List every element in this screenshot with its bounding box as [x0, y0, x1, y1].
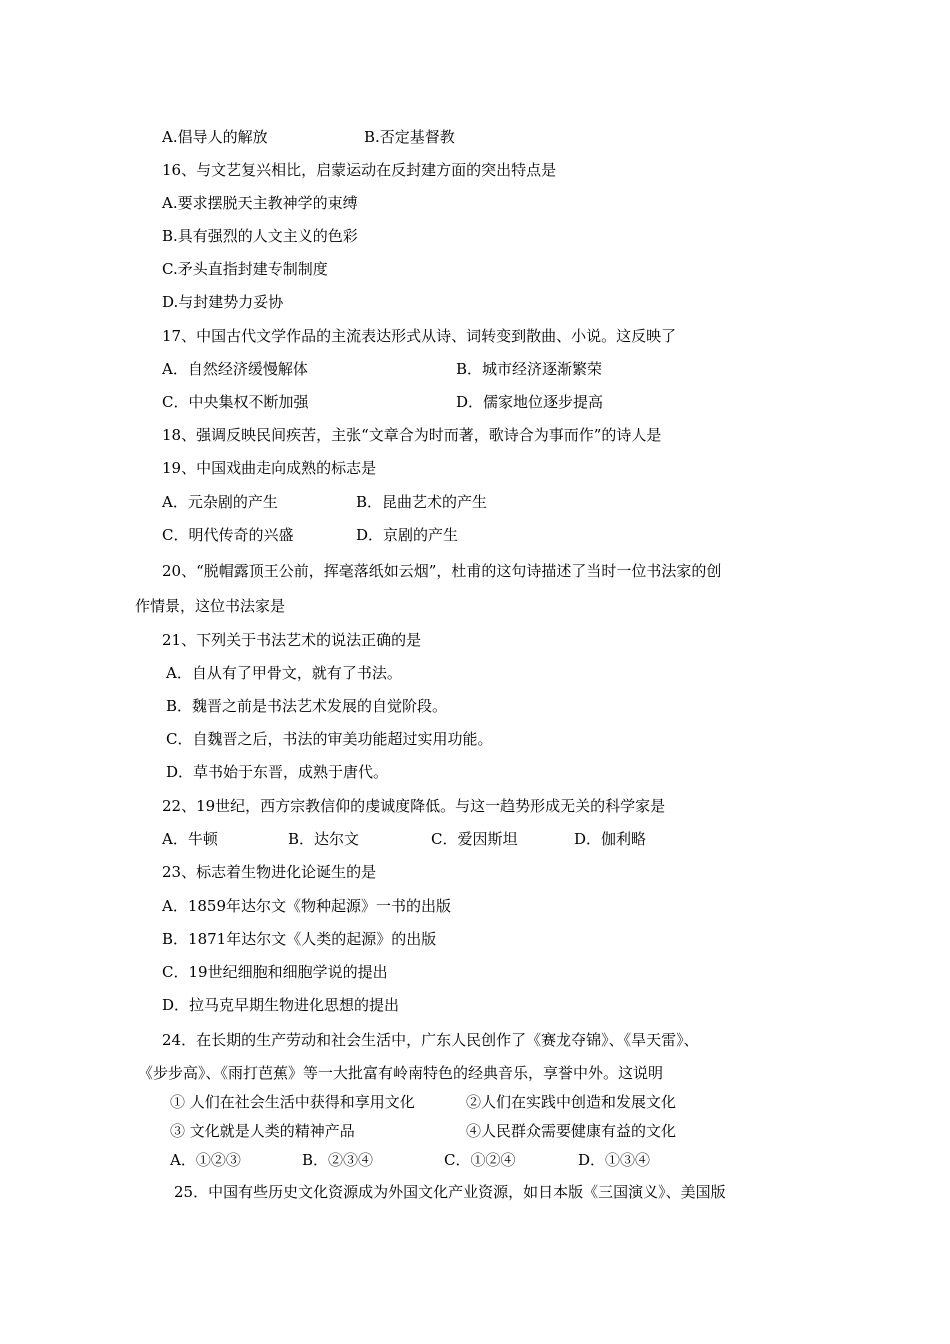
q15-option-b: B.否定基督教: [364, 128, 455, 146]
q24-item-3: ③ 文化就是人类的精神产品: [170, 1122, 355, 1140]
q19-option-b: B．昆曲艺术的产生: [356, 493, 488, 511]
q17-option-a: A．自然经济缓慢解体: [162, 360, 308, 378]
q24-stem-line-2: 《步步高》、《雨打芭蕉》等一大批富有岭南特色的经典音乐，享誉中外。这说明: [138, 1064, 664, 1082]
q16-option-a: A.要求摆脱天主教神学的束缚: [162, 194, 358, 212]
q20-stem-line-1: 20、“脱帽露顶王公前，挥毫落纸如云烟”，杜甫的这句诗描述了当时一位书法家的创: [162, 562, 722, 580]
q15-option-a: A.倡导人的解放: [162, 128, 268, 146]
q24-item-4: ④人民群众需要健康有益的文化: [466, 1122, 677, 1140]
q24-stem-line-1: 24．在长期的生产劳动和社会生活中，广东人民创作了《赛龙夺锦》、《旱天雷》、: [162, 1031, 699, 1049]
q22-stem: 22、19世纪，西方宗教信仰的虔诚度降低。与这一趋势形成无关的科学家是: [162, 797, 666, 815]
q21-option-b: B．魏晋之前是书法艺术发展的自觉阶段。: [166, 697, 448, 715]
q21-stem: 21、下列关于书法艺术的说法正确的是: [162, 631, 422, 649]
q17-option-b: B．城市经济逐渐繁荣: [456, 360, 603, 378]
q23-option-c: C．19世纪细胞和细胞学说的提出: [162, 963, 388, 981]
q23-option-b: B．1871年达尔文《人类的起源》的出版: [162, 930, 437, 948]
q20-stem-line-2: 作情景，这位书法家是: [135, 597, 286, 615]
q21-option-c: C．自魏晋之后，书法的审美功能超过实用功能。: [166, 730, 493, 748]
q17-option-d: D．儒家地位逐步提高: [456, 393, 604, 411]
q18-stem: 18、强调反映民间疾苦，主张“文章合为时而著，歌诗合为事而作”的诗人是: [162, 426, 662, 444]
q22-option-d: D．伽利略: [574, 830, 647, 848]
q16-option-d: D.与封建势力妥协: [162, 293, 284, 311]
q22-option-c: C．爱因斯坦: [431, 830, 518, 848]
q22-option-b: B．达尔文: [288, 830, 360, 848]
q23-option-d: D．拉马克早期生物进化思想的提出: [162, 996, 400, 1014]
q21-option-d: D．草书始于东晋，成熟于唐代。: [166, 763, 389, 781]
q16-option-c: C.矛头直指封建专制制度: [162, 260, 328, 278]
q24-option-a: A．①②③: [170, 1151, 241, 1169]
q24-option-b: B．②③④: [302, 1151, 374, 1169]
q16-option-b: B.具有强烈的人文主义的色彩: [162, 227, 358, 245]
q19-option-d: D．京剧的产生: [356, 526, 459, 544]
q19-option-a: A．元杂剧的产生: [162, 493, 278, 511]
q17-stem: 17、中国古代文学作品的主流表达形式从诗、词转变到散曲、小说。这反映了: [162, 327, 677, 345]
q21-option-a: A．自从有了甲骨文，就有了书法。: [166, 664, 402, 682]
q23-stem: 23、标志着生物进化论诞生的是: [162, 863, 377, 881]
q23-option-a: A．1859年达尔文《物种起源》一书的出版: [162, 897, 452, 915]
q24-item-2: ②人们在实践中创造和发展文化: [466, 1093, 677, 1111]
q19-option-c: C．明代传奇的兴盛: [162, 526, 294, 544]
q22-option-a: A．牛顿: [162, 830, 218, 848]
q17-option-c: C．中央集权不断加强: [162, 393, 309, 411]
q24-item-1: ① 人们在社会生活中获得和享用文化: [170, 1093, 415, 1111]
q24-option-c: C．①②④: [444, 1151, 516, 1169]
q24-option-d: D．①③④: [578, 1151, 651, 1169]
q16-stem: 16、与文艺复兴相比，启蒙运动在反封建方面的突出特点是: [162, 161, 557, 179]
q19-stem: 19、中国戏曲走向成熟的标志是: [162, 459, 377, 477]
q25-stem: 25．中国有些历史文化资源成为外国文化产业资源，如日本版《三国演义》、美国版: [174, 1183, 726, 1201]
